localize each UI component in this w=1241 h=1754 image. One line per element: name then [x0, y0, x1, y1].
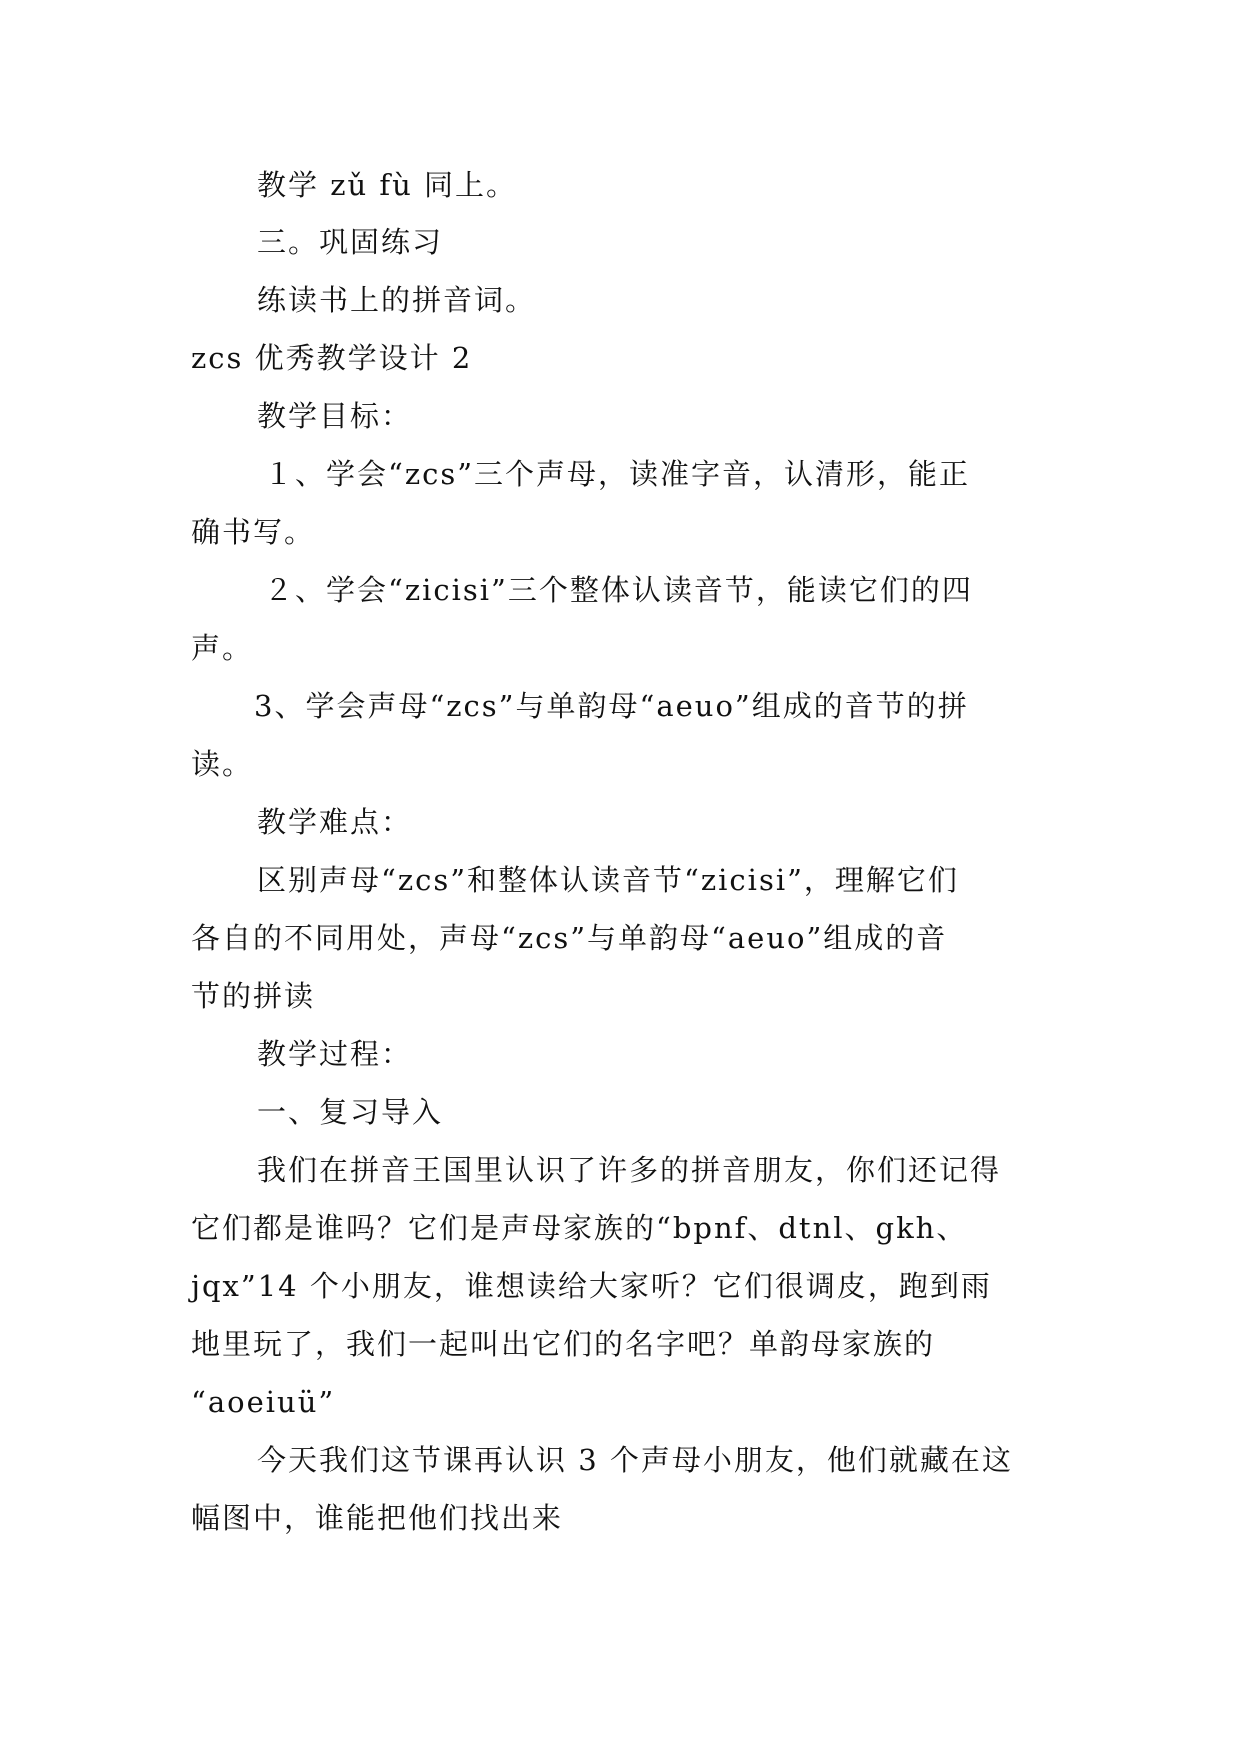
goal-1-line-2: 确书写。	[191, 515, 316, 549]
goal-2-line-1: ２、学会“zicisi”三个整体认读音节，能读它们的四	[264, 573, 973, 607]
review-paragraph-line-1: 我们在拼音王国里认识了许多的拼音朋友，你们还记得	[257, 1153, 1002, 1187]
goal-1-line-1: １、学会“zcs”三个声母，读准字音，认清形，能正	[264, 457, 971, 491]
review-paragraph-line-3: jqx”14 个小朋友，谁想读给大家听？它们很调皮，跑到雨	[191, 1269, 992, 1303]
text-line-teaching-zufu: 教学 zǔ fù 同上。	[257, 168, 518, 202]
section-heading-consolidation: 三。巩固练习	[257, 225, 444, 259]
review-paragraph-line-4: 地里玩了，我们一起叫出它们的名字吧？单韵母家族的	[191, 1327, 936, 1361]
difficulty-line-1: 区别声母“zcs”和整体认读音节“zicisi”，理解它们	[257, 863, 959, 897]
review-paragraph-line-2: 它们都是谁吗？它们是声母家族的“bpnf、dtnl、gkh、	[191, 1211, 968, 1245]
document-title: zcs 优秀教学设计 2	[191, 341, 473, 375]
difficulty-line-2: 各自的不同用处，声母“zcs”与单韵母“aeuo”组成的音	[191, 921, 948, 955]
intro-paragraph-line-1: 今天我们这节课再认识 3 个声母小朋友，他们就藏在这	[257, 1443, 1013, 1477]
goal-3-line-1: 3、学会声母“zcs”与单韵母“aeuo”组成的音节的拼	[254, 689, 969, 723]
section-heading-review: 一、复习导入	[257, 1095, 444, 1129]
text-line-practice: 练读书上的拼音词。	[257, 283, 537, 317]
goal-2-line-2: 声。	[191, 631, 254, 665]
review-paragraph-line-5: “aoeiuü”	[191, 1385, 336, 1419]
intro-paragraph-line-2: 幅图中，谁能把他们找出来	[191, 1501, 564, 1535]
difficulty-line-3: 节的拼读	[191, 979, 316, 1013]
goal-3-line-2: 读。	[191, 747, 254, 781]
heading-teaching-goals: 教学目标：	[257, 399, 413, 433]
heading-teaching-process: 教学过程：	[257, 1037, 413, 1071]
heading-difficulties: 教学难点：	[257, 805, 413, 839]
